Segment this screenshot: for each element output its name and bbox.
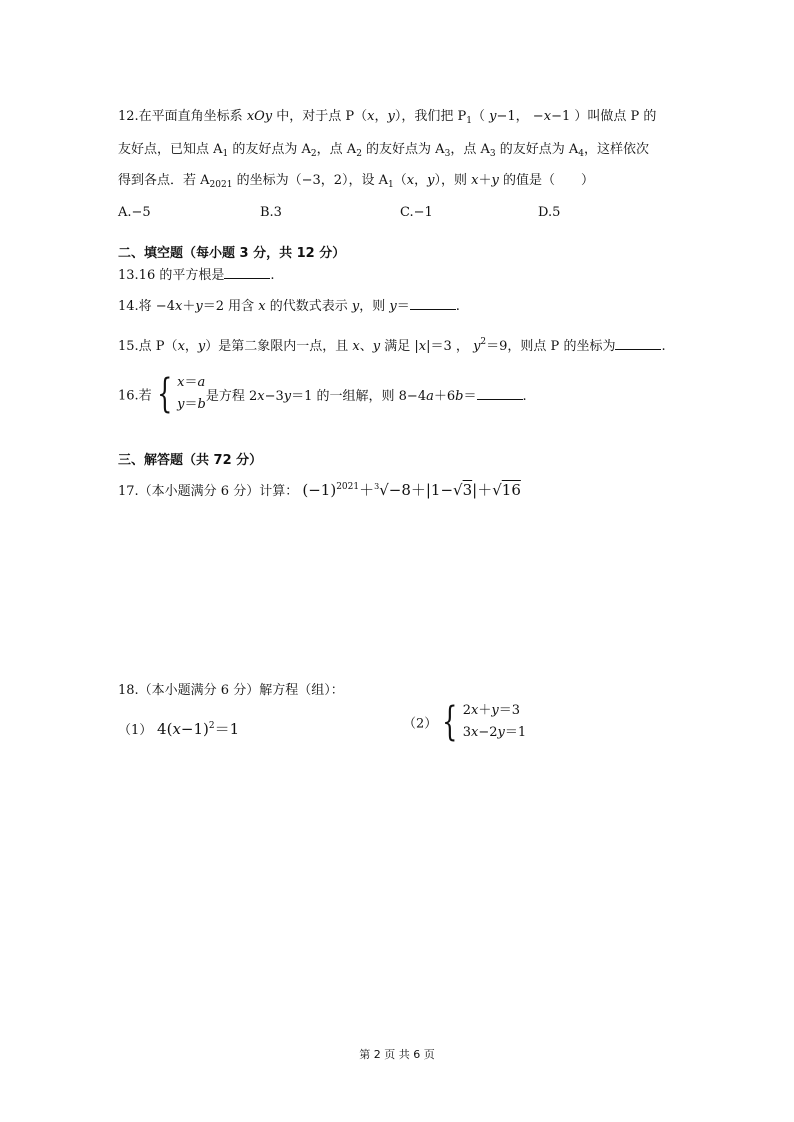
q14: 14.将 −4x＋y＝2 用含 x 的代数式表示 y，则 y＝ . bbox=[118, 299, 460, 314]
q12-line3: 得到各点．若 $A_{2021}$ 的坐标为（−3，2），设 $A_1(x$，y），则 x＋y 的值是（ ） bbox=[118, 173, 594, 190]
section3-heading: 三、解答题（共 72 分） bbox=[118, 453, 263, 468]
left-brace: { bbox=[442, 699, 458, 745]
answer-blank bbox=[410, 297, 456, 310]
q12-line2: 友好点，已知点 $A_1$ 的友好点为 $A_2$，点 $A_2$ 的友好点为 $A_3$，点 $A_3$ 的友好点为 $A_4$，这样依次 bbox=[118, 142, 649, 159]
q16: 16.若 { x＝a y＝b是方程 2x−3y＝1 的一组解，则 8−4a＋6b＝ . bbox=[118, 371, 527, 417]
answer-blank bbox=[224, 266, 270, 279]
left-brace: { bbox=[156, 371, 173, 417]
q18-part1: （1） $4(x-1)^2=1$ bbox=[118, 720, 240, 738]
section2-heading: 二、填空题（每小题 3 分，共 12 分） bbox=[118, 246, 346, 261]
q12-line1: 12.在平面直角坐标系 xOy 中，对于点 P（x，y），我们把 $P_1$（ y−1， −x−1 ）叫做点 P 的 bbox=[118, 109, 657, 126]
q17: 17.（本小题满分 6 分）计算： $(-1)^{2021}+^3√-8+|1-√3|+√16$ bbox=[118, 481, 521, 499]
option-a: A.−5 bbox=[118, 205, 151, 220]
q15: 15.点 P（x，y）是第二象限内一点，且 x、y 满足 |x|＝3 ， $y^2=9$，则点 P 的坐标为 . bbox=[118, 337, 666, 354]
option-c: C.−1 bbox=[400, 205, 433, 220]
option-d: D.5 bbox=[538, 205, 561, 220]
option-b: B.3 bbox=[260, 205, 282, 220]
page-footer: 第 2 页 共 6 页 bbox=[359, 1048, 435, 1061]
q18-system: 2x＋y＝3 3x−2y＝1 bbox=[462, 703, 527, 740]
answer-blank bbox=[477, 387, 523, 400]
answer-blank bbox=[615, 337, 661, 350]
q13: 13.16 的平方根是 . bbox=[118, 268, 275, 283]
q16-system: x＝a y＝b bbox=[177, 375, 206, 412]
q12-options bbox=[118, 204, 678, 224]
q18-part2: （2） { 2x＋y＝3 3x−2y＝1 bbox=[403, 699, 527, 745]
q18: 18.（本小题满分 6 分）解方程（组）： bbox=[118, 683, 344, 698]
